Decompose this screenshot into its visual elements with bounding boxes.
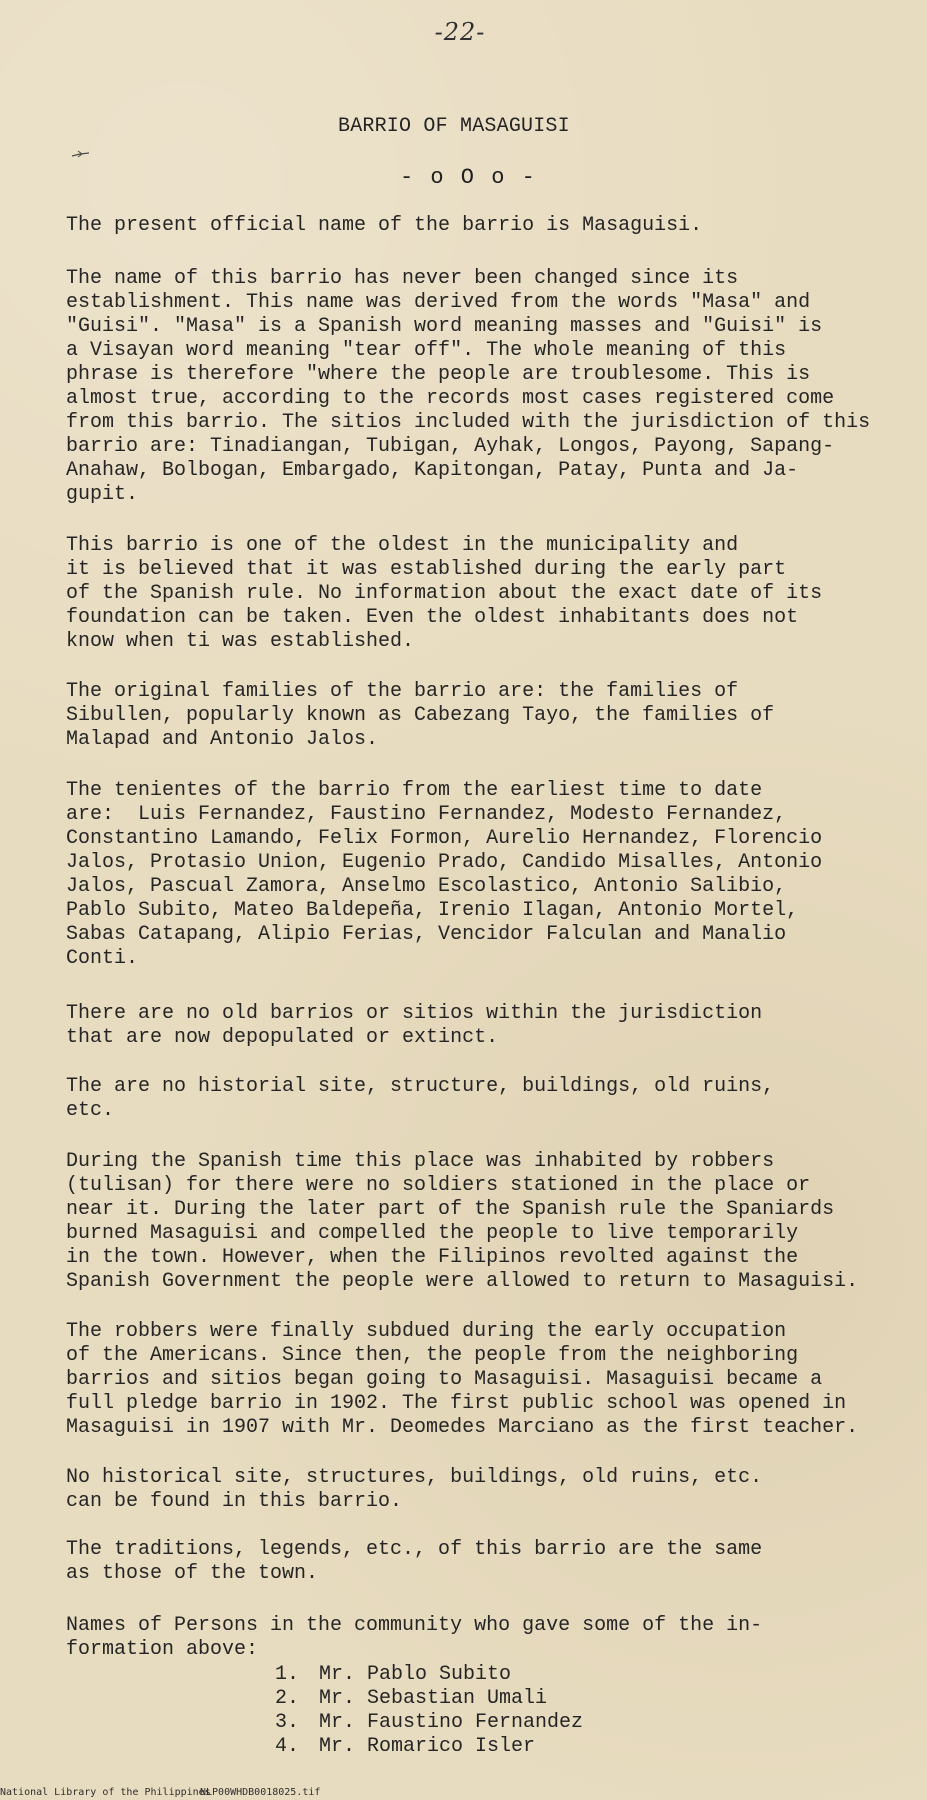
paragraph-2: The name of this barrio has never been changed since its establishment. This name was derived from the words "Masa" and "Guisi". "Masa" is a Spanish word meaning masses and "Guisi" is a Visayan word meaning "tear off". The whole meaning of this phrase is therefore "where the people are troublesome. This is almost true, according to the records most cases registered come from this barrio. The sitios included with the jurisdiction of this barrio are: Tinadiangan, Tubigan, Ayhak, Longos, Payong, Sapang- Anahaw, Bolbogan, Embargado, Kapitongan, Patay, Punta and Ja- gupit. — [66, 267, 871, 506]
paragraph-7: The are no historial site, structure, buildings, old ruins, etc. — [66, 1075, 775, 1122]
informant-name: Mr. Romarico Isler — [319, 1735, 536, 1758]
paragraph-3: This barrio is one of the oldest in the municipality and it is believed that it was established during the early part of the Spanish rule. No information about the exact date of its foundation can be taken. Even the oldest inhabitants does not know when ti was established. — [66, 534, 823, 653]
footer-file-id: NLP00WHDB0018025.tif — [200, 1787, 321, 1798]
informant-name: Mr. Faustino Fernandez — [319, 1711, 584, 1734]
informant-number: 2. — [275, 1687, 300, 1710]
informant-number: 4. — [275, 1735, 300, 1758]
document-title: BARRIO OF MASAGUISI — [338, 115, 570, 138]
informant-item — [275, 1711, 695, 1735]
paragraph-8: During the Spanish time this place was inhabited by robbers (tulisan) for there were no soldiers stationed in the place or near it. During the later part of the Spanish rule the Spaniards burned Masaguisi and compelled the people to live temporarily in the town. However, when the Filipinos revolted against the Spanish Government the people were allowed to return to Masaguisi. — [66, 1150, 859, 1293]
informant-number: 1. — [275, 1663, 300, 1686]
title-ornament: - o O o - — [400, 165, 537, 190]
informant-number: 3. — [275, 1711, 300, 1734]
informant-item — [275, 1687, 695, 1711]
informant-item — [275, 1735, 695, 1759]
paragraph-10: No historical site, structures, buildings, old ruins, etc. can be found in this barrio. — [66, 1466, 763, 1513]
footer-library: National Library of the Philippines — [0, 1787, 211, 1798]
paragraph-6: There are no old barrios or sitios within the jurisdiction that are now depopulated or extinct. — [66, 1002, 763, 1049]
informant-item — [275, 1663, 695, 1687]
paragraph-9: The robbers were finally subdued during the early occupation of the Americans. Since then, the people from the neighboring barrios and sitios began going to Masaguisi. Masaguisi became a full pledge barrio in 1902. The first public school was opened in Masaguisi in 1907 with Mr. Deomedes Marciano as the first teacher. — [66, 1320, 859, 1439]
page-number: -22- — [434, 18, 486, 46]
paragraph-11: The traditions, legends, etc., of this barrio are the same as those of the town. — [66, 1538, 763, 1585]
informant-name: Mr. Sebastian Umali — [319, 1687, 548, 1710]
informant-name: Mr. Pablo Subito — [319, 1663, 512, 1686]
paragraph-12: Names of Persons in the community who gave some of the in- formation above: — [66, 1614, 763, 1661]
paragraph-4: The original families of the barrio are: the families of Sibullen, popularly known as Cabezang Tayo, the families of Malapad and Antonio Jalos. — [66, 680, 775, 751]
informants-list — [275, 1663, 695, 1759]
stray-mark-icon — [70, 146, 92, 162]
paragraph-5: The tenientes of the barrio from the earliest time to date are: Luis Fernandez, Faustino Fernandez, Modesto Fernandez, Constantino Lamando, Felix Formon, Aurelio Hernandez, Florencio Jalos, Protasio Union, Eugenio Prado, Candido Misalles, Antonio Jalos, Pascual Zamora, Anselmo Escolastico, Antonio Salibio, Pablo Subito, Mateo Baldepeña, Irenio Ilagan, Antonio Mortel, Sabas Catapang, Alipio Ferias, Vencidor Falculan and Manalio Conti. — [66, 779, 823, 970]
paragraph-1: The present official name of the barrio is Masaguisi. — [66, 214, 703, 237]
